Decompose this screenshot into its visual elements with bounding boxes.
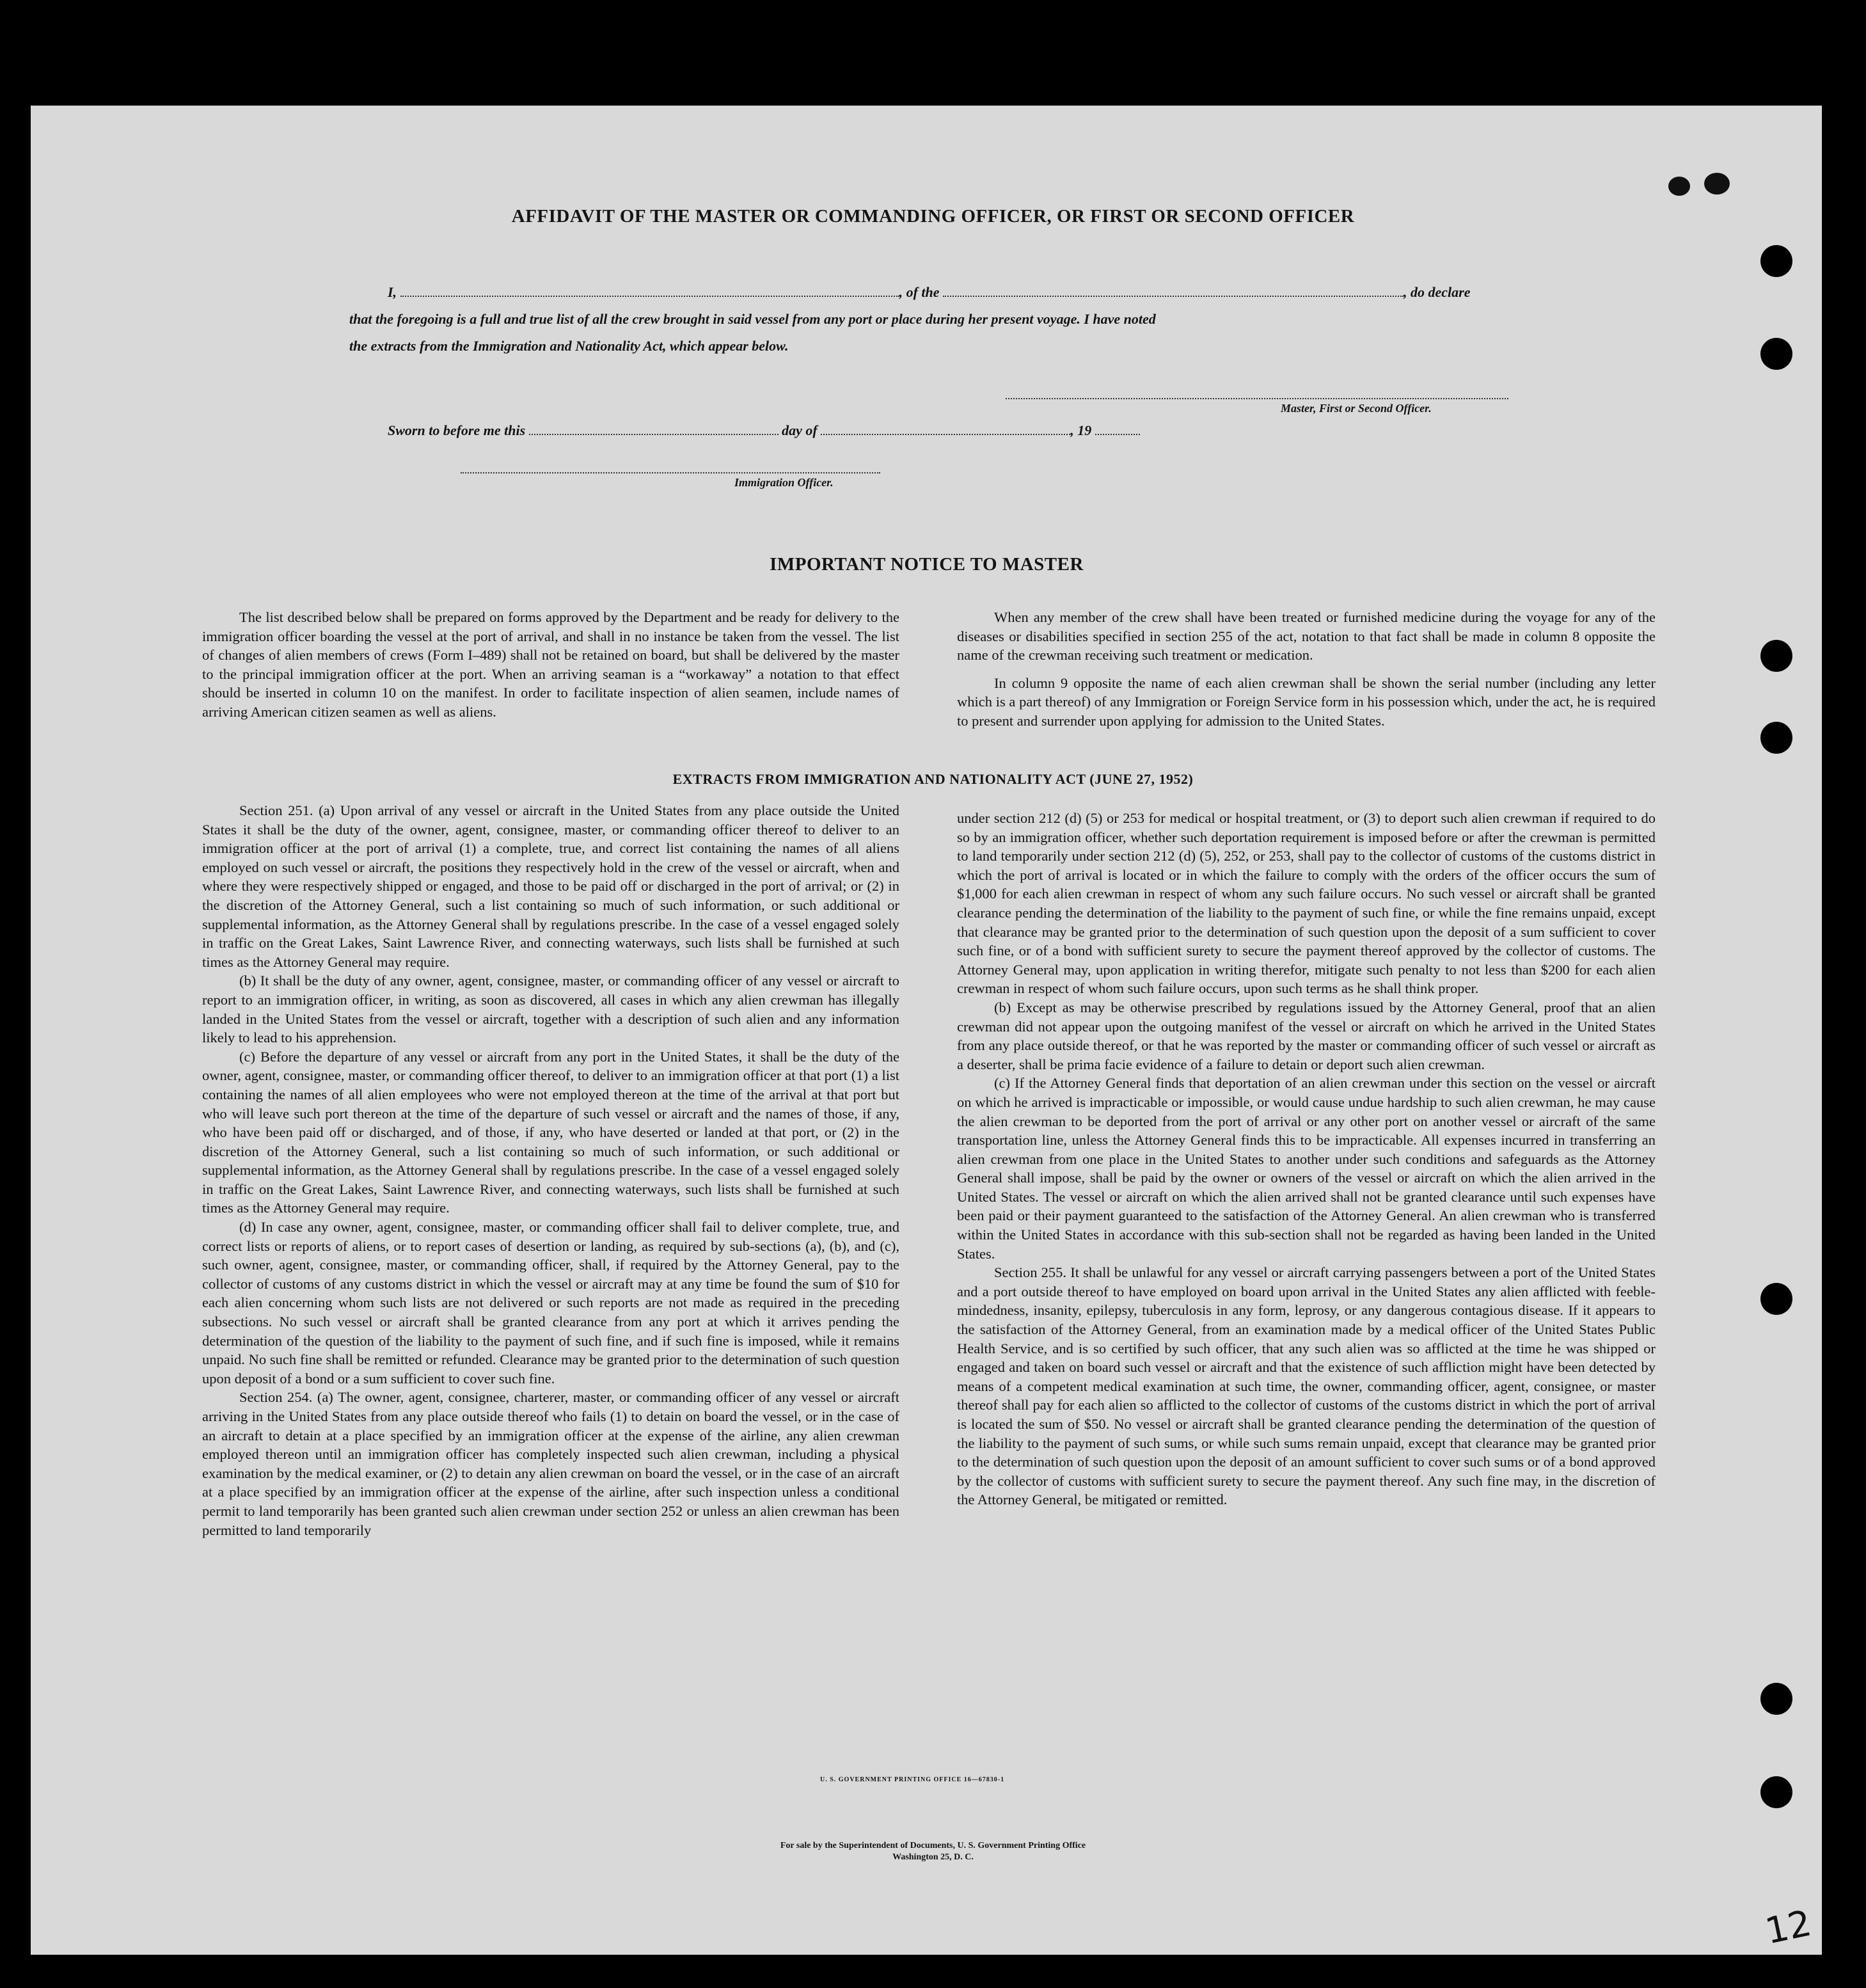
- extracts-right-column: [957, 809, 1656, 1509]
- punch-hole-icon: [1760, 338, 1792, 370]
- declaration-do-declare: , do declare: [1403, 284, 1471, 300]
- declaration-line-2: that the foregoing is a full and true list of all the crew brought in said vessel from any port or place during her present voyage. I have noted: [349, 311, 1156, 327]
- notice-paragraph: The list described below shall be prepared on forms approved by the Department and be ready for delivery to the immigration officer boarding the vessel at the port of arrival, and shall in no instance be taken from the vessel. The list of changes of alien members of crews (Form I–489) shall not be retained on board, but shall be delivered by the master to the principal immigration officer at the port. When an arriving seaman is a “workaway” a notation to that effect should be inserted in column 10 on the manifest. In order to facilitate inspection of alien seamen, include names of arriving American citizen seamen as well as aliens.: [202, 609, 899, 720]
- extract-paragraph: Section 251. (a) Upon arrival of any vessel or aircraft in the United States from any place outside the United States it shall be the duty of the owner, agent, consignee, master, or commanding officer thereof to deliver to an immigration officer at the port of arrival (1) a complete, true, and correct list containing the names of all aliens employed on such vessel or aircraft, the positions they respectively hold in the crew of the vessel or aircraft, when and where they were respectively shipped or engaged, and those to be paid off or discharged in the port of arrival; or (2) in the discretion of the Attorney General, such a list containing so much of such information, or such additional or supplemental information, as the Attorney General shall by regulations prescribe. In the case of a vessel engaged solely in traffic on the Great Lakes, Saint Lawrence River, and connecting waterways, such lists shall be furnished at such times as the Attorney General may require.: [202, 802, 899, 970]
- punch-hole-icon: [1760, 245, 1792, 277]
- master-signature-caption: Master, First or Second Officer.: [1281, 402, 1432, 415]
- sworn-day-of: day of: [782, 422, 818, 438]
- extract-paragraph: Section 254. (a) The owner, agent, consignee, charterer, master, or commanding officer of any vessel or aircraft arriving in the United States from any place outside thereof who fails (1) to detain on board the vessel, or in the case of an aircraft to detain at a place specified by an immigration officer at the expense of the airline, any alien crewman employed thereon until an immigration officer has completely inspected such alien crewman, including a physical examination by the medical examiner, or (2) to detain any alien crewman on board the vessel, or in the case of an aircraft at a place specified by an immigration officer at the expense of the airline, after such inspection unless a conditional permit to land temporarily has been granted such alien crewman under section 252 or unless an alien crewman has been permitted to land temporarily: [202, 1389, 899, 1538]
- declarant-name-field[interactable]: [400, 284, 899, 297]
- master-signature-line[interactable]: [1006, 398, 1508, 399]
- extract-paragraph: under section 212 (d) (5) or 253 for medical or hospital treatment, or (3) to deport such alien crewman if required to do so by an immigration officer, whether such deportation requirement is imposed before or after the crewman is permitted to land temporarily under section 212 (d) (5), 252, or 253, shall pay to the collector of customs of the customs district in which the port of arrival is located or in which the failure to comply with the orders of the officer occurs the sum of $1,000 for each alien crewman in respect of whom any such failure occurs. No such vessel or aircraft shall be granted clearance pending the determination of the liability to the payment of such fine, or while the fine remains unpaid, except that clearance may be granted prior to the determination of such question upon the deposit of a sum sufficient to cover such fine, or of a bond with sufficient surety to secure the payment thereof approved by the collector of customs. The Attorney General may, upon application in writing therefor, mitigate such penalty to not less than $200 for each alien crewman in respect of whom such failure occurs, upon such terms as he shall think proper.: [957, 810, 1656, 997]
- sworn-month-field[interactable]: [821, 422, 1070, 435]
- extracts-left-column: [202, 801, 899, 1539]
- extract-paragraph: (c) If the Attorney General finds that deportation of an alien crewman under this section on the vessel or aircraft on which he arrived is impracticable or impossible, or would cause undue hardship to such alien crewman, he may cause the alien crewman to be deported from the port of arrival or any other port on another vessel or aircraft of the same transportation line, unless the Attorney General finds this to be impracticable. All expenses incurred in transferring an alien crewman from one place in the United States to another under such conditions and safeguards as the Attorney General shall impose, shall be paid by the owner or owners of the vessel or aircraft on which the alien arrived in the United States. The vessel or aircraft on which the alien arrived shall not be granted clearance until such expenses have been paid or their payment guaranteed to the satisfaction of the Attorney General. An alien crewman who is transferred within the United States in accordance with this sub-section shall not be regarded as having been landed in the United States.: [957, 1075, 1656, 1262]
- notice-left-column: [202, 608, 899, 722]
- punch-hole-icon: [1760, 640, 1792, 672]
- notice-paragraph: When any member of the crew shall have been treated or furnished medicine during the voyage for any of the diseases or disabilities specified in section 255 of the act, notation to that fact shall be made in column 8 opposite the name of the crewman receiving such treatment or medication.: [957, 609, 1656, 664]
- punch-hole-icon: [1760, 1283, 1792, 1315]
- punch-hole-icon: [1760, 722, 1792, 754]
- affidavit-title: AFFIDAVIT OF THE MASTER OR COMMANDING OFFICER, OR FIRST OR SECOND OFFICER: [511, 206, 1355, 227]
- extract-paragraph: (b) Except as may be otherwise prescribed by regulations issued by the Attorney General, proof that an alien crewman did not appear upon the outgoing manifest of the vessel or aircraft on which he arrived in the United States from any place outside thereof, or that he was reported by the master or commanding officer of such vessel or aircraft as a deserter, shall be prima facie evidence of a failure to detain or deport such alien crewman.: [957, 999, 1656, 1072]
- extract-paragraph: (d) In case any owner, agent, consignee, master, or commanding officer shall fail to deliver complete, true, and correct lists or reports of aliens, or to report cases of desertion or landing, as required by sub-sections (a), (b), and (c), such owner, agent, consignee, master, or commanding officer, shall, if required by the Attorney General, pay to the collector of customs of any customs district in which the vessel or aircraft may at any time be found the sum of $10 for each alien concerning whom such lists are not delivered or such reports are not made as required in the preceding subsections. No such vessel or aircraft shall be granted clearance from any port at which it arrives pending the determination of the question of the liability to the payment of such fine, and if such fine is imposed, while it remains unpaid. No such fine shall be remitted or refunded. Clearance may be granted prior to the determination of such question upon deposit of a bond or a sum sufficient to cover such fine.: [202, 1219, 899, 1387]
- punch-hole-icon: [1760, 1776, 1792, 1808]
- sworn-year-field[interactable]: [1095, 422, 1140, 435]
- punch-hole-icon: [1760, 1683, 1792, 1715]
- declaration-line-1: [388, 279, 1507, 306]
- officer-signature-caption: Immigration Officer.: [734, 476, 834, 489]
- sworn-day-field[interactable]: [529, 422, 779, 435]
- extract-paragraph: (b) It shall be the duty of any owner, agent, consignee, master, or commanding officer of any vessel or aircraft to report to an immigration officer, in writing, as soon as discovered, all cases in which any alien crewman has illegally landed in the United States from the vessel or aircraft, together with a description of such alien and any information likely to lead to his apprehension.: [202, 973, 899, 1046]
- vessel-name-field[interactable]: [943, 284, 1403, 297]
- sale-footer-line-2: Washington 25, D. C.: [892, 1852, 974, 1862]
- notice-paragraph: In column 9 opposite the name of each alien crewman shall be shown the serial number (including any letter which is a part thereof) of any Immigration or Foreign Service form in his possession which, under the act, he is required to present and surrender upon applying for admission to the United States.: [957, 674, 1656, 729]
- extracts-title: EXTRACTS FROM IMMIGRATION AND NATIONALITY ACT (JUNE 27, 1952): [672, 771, 1194, 787]
- ink-blot: [1668, 177, 1690, 196]
- extract-paragraph: Section 255. It shall be unlawful for any vessel or aircraft carrying passengers between a port of the United States and a port outside thereof to have employed on board upon arrival in the United States any alien afflicted with feeble-mindedness, insanity, epilepsy, tuberculosis in any form, leprosy, or any dangerous contagious disease. If it appears to the satisfaction of the Attorney General, from an examination made by a medical officer of the United States Public Health Service, and is so certified by such officer, that any such alien was so afflicted at the time he was shipped or engaged and taken on board such vessel or aircraft and that the existence of such affliction might have been detected by means of a competent medical examination at such time, the owner, commanding officer, agent, consignee, or master thereof shall pay for each alien so afflicted to the collector of customs of the customs district in which the port of arrival is located the sum of $50. No vessel or aircraft shall be granted clearance pending the determination of the question of the liability to the payment of such sums, or while such sums remain unpaid, except that clearance may be granted prior to the determination of such question upon the deposit of an amount sufficient to cover such sums or of a bond approved by the collector of customs with sufficient surety to secure the payment thereof. Any such fine may, in the discretion of the Attorney General, be mitigated or remitted.: [957, 1264, 1656, 1508]
- officer-signature-line[interactable]: [461, 472, 880, 473]
- declaration-i: I,: [388, 284, 397, 300]
- sworn-label: Sworn to before me this: [388, 422, 526, 438]
- handwritten-page-mark: 12: [1762, 1902, 1815, 1953]
- sworn-year-prefix: , 19: [1070, 422, 1092, 438]
- notice-title: IMPORTANT NOTICE TO MASTER: [770, 554, 1084, 575]
- ink-blot: [1704, 173, 1730, 195]
- sworn-line: [388, 417, 1283, 444]
- notice-right-column: [957, 608, 1656, 731]
- sale-footer: [0, 1840, 1866, 1863]
- printer-line: U. S. GOVERNMENT PRINTING OFFICE 16—67830-1: [820, 1776, 1005, 1783]
- extract-paragraph: (c) Before the departure of any vessel or aircraft from any port in the United States, it shall be the duty of the owner, agent, consignee, master, or commanding officer thereof, to deliver to an immigration officer at that port (1) a list containing the names of all alien employees who were not employed thereon at the time of the arrival at that port but who will leave such port thereon at the time of the departure of such vessel or aircraft and the names of those, if any, who have been paid off or discharged, and of those, if any, who have deserted or landed at that port, or (2) in the discretion of the Attorney General, such a list containing so much of such information, or such additional or supplemental information, as the Attorney General shall by regulations prescribe. In the case of a vessel engaged solely in traffic on the Great Lakes, Saint Lawrence River, and connecting waterways, such lists shall be furnished at such times as the Attorney General may require.: [202, 1048, 899, 1216]
- sale-footer-line-1: For sale by the Superintendent of Documents, U. S. Government Printing Office: [780, 1841, 1086, 1850]
- declaration-of-the: , of the: [899, 284, 940, 300]
- declaration-line-3: the extracts from the Immigration and Nationality Act, which appear below.: [349, 338, 789, 354]
